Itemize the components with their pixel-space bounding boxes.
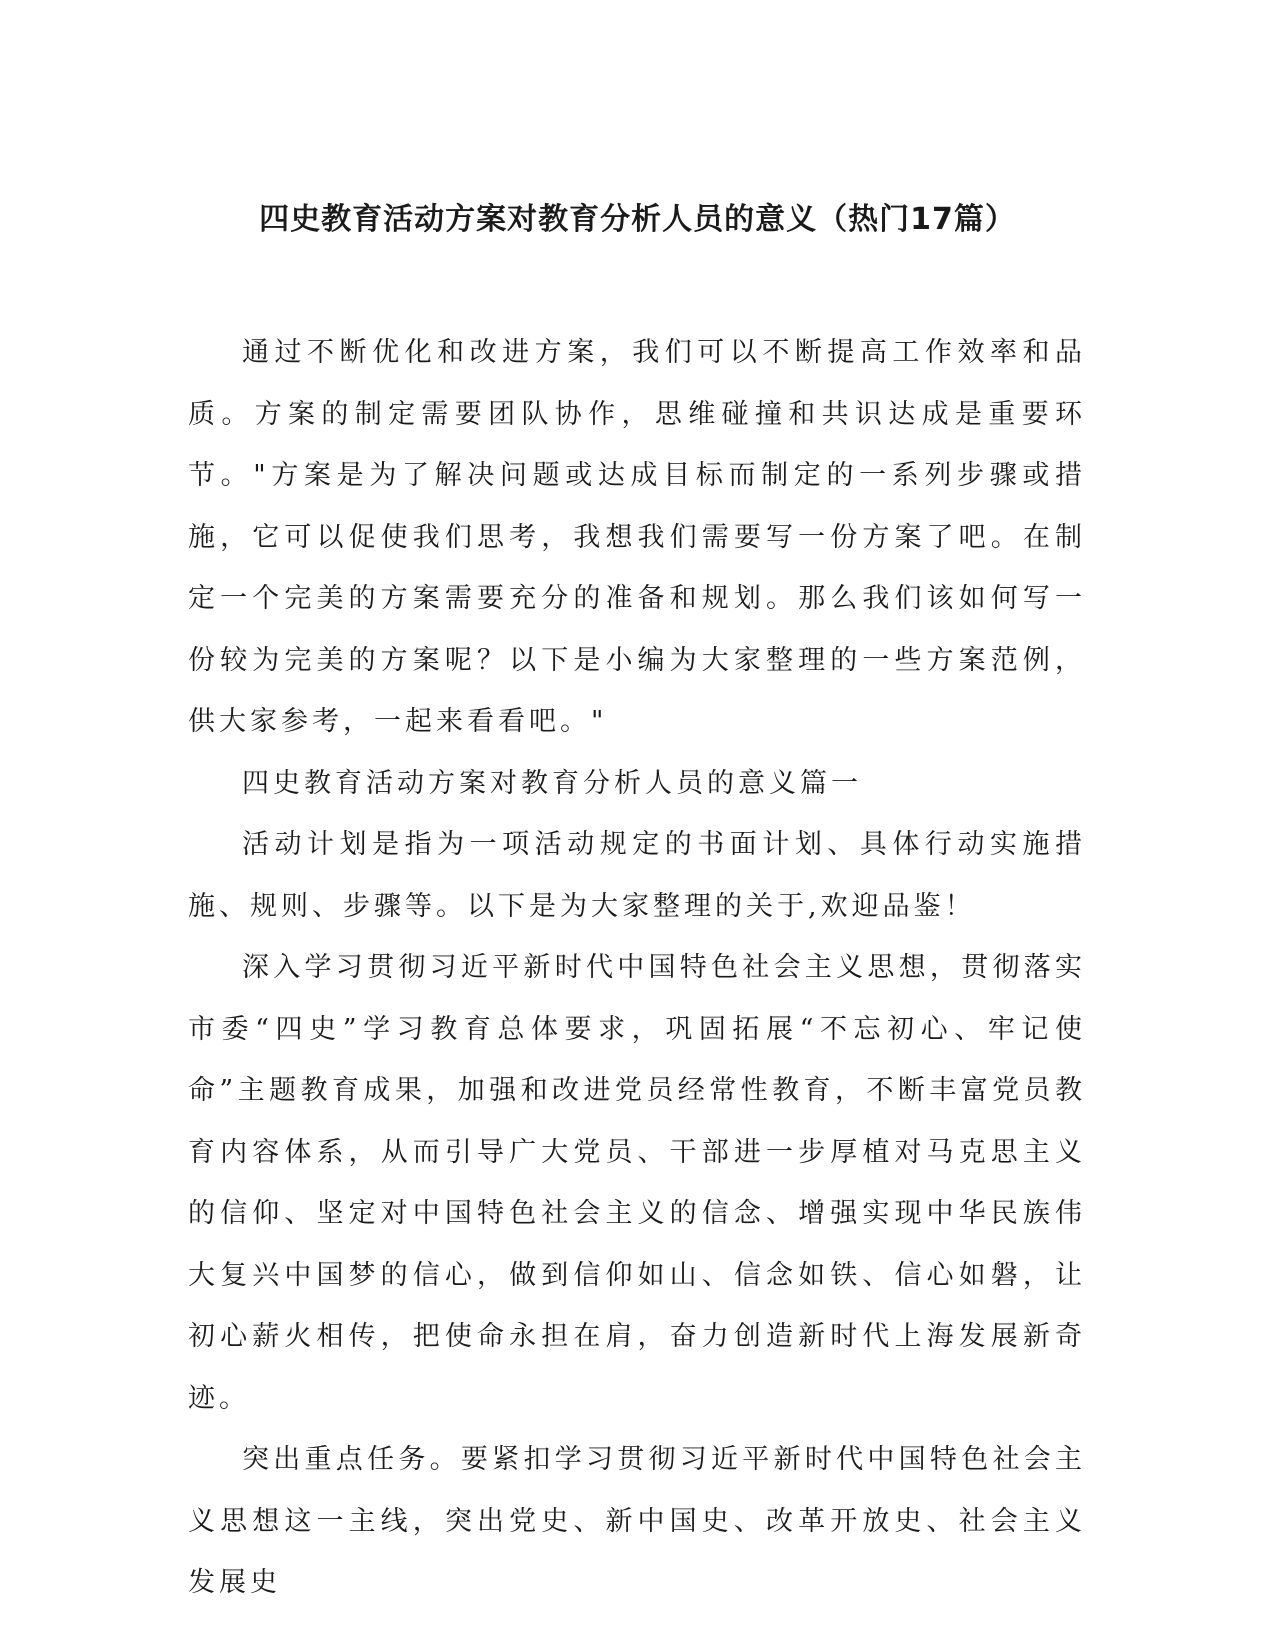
body-paragraph: 活动计划是指为一项活动规定的书面计划、具体行动实施措施、规则、步骤等。以下是为大家整理的关于,欢迎品鉴！	[188, 829, 1086, 922]
body-paragraph: 突出重点任务。要紧扣学习贯彻习近平新时代中国特色社会主义思想这一主线，突出党史、新中国史、改革开放史、社会主义发展史	[188, 1444, 1086, 1598]
section-heading: 四史教育活动方案对教育分析人员的意义篇一	[242, 767, 862, 799]
body-paragraph: 深入学习贯彻习近平新时代中国特色社会主义思想，贯彻落实市委“四史”学习教育总体要求，巩固拓展“不忘初心、牢记使命”主题教育成果，加强和改进党员经常性教育，不断丰富党员教育内容体系，从而引导广大党员、干部进一步厚植对马克思主义的信仰、坚定对中国特色社会主义的信念、增强实现中华民族伟大复兴中国梦的信心，做到信仰如山、信念如铁、信心如磐，让初心薪火相传，把使命永担在肩，奋力创造新时代上海发展新奇迹。	[188, 952, 1086, 1414]
document-body	[188, 322, 1086, 1614]
document-title: 四史教育活动方案对教育分析人员的意义（热门17篇）	[259, 202, 1016, 238]
intro-paragraph: 通过不断优化和改进方案，我们可以不断提高工作效率和品质。方案的制定需要团队协作，思维碰撞和共识达成是重要环节。"方案是为了解决问题或达成目标而制定的一系列步骤或措施，它可以促使我们思考，我想我们需要写一份方案了吧。在制定一个完美的方案需要充分的准备和规划。那么我们该如何写一份较为完美的方案呢？以下是小编为大家整理的一些方案范例，供大家参考，一起来看看吧。"	[188, 337, 1086, 737]
